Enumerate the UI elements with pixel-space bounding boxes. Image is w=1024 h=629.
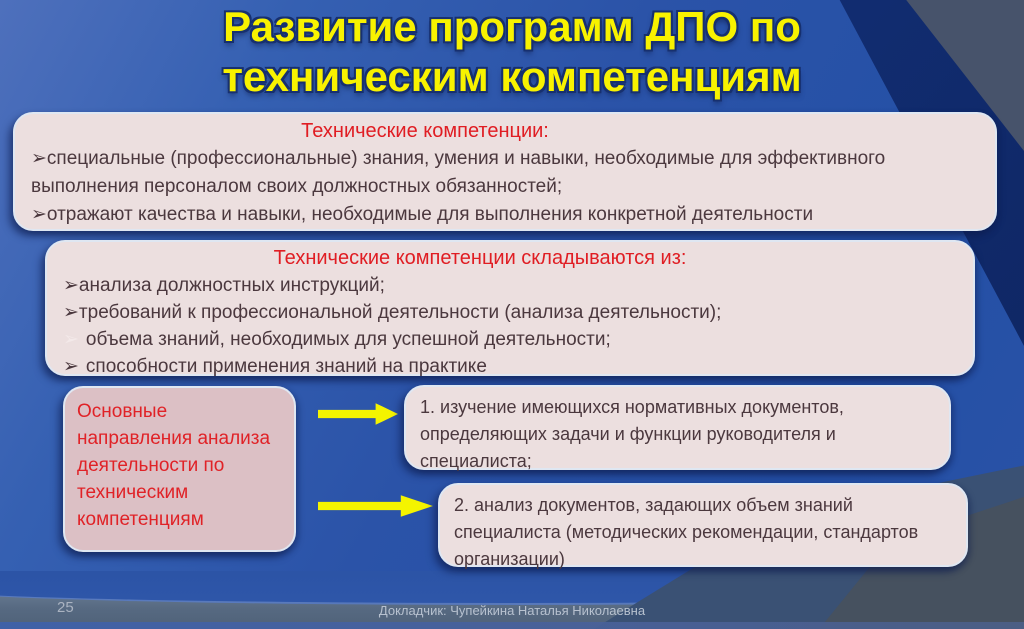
list-item-text: способности применения знаний на практике <box>85 356 487 377</box>
list-item <box>63 272 957 299</box>
bullet-arrow-icon: ➢ <box>63 356 79 377</box>
list-item <box>63 353 957 380</box>
slide-title: Развитие программ ДПО по техническим компетенциям <box>222 3 802 100</box>
panel-competency-composition <box>45 240 975 376</box>
bullet-arrow-icon: ➢ <box>63 302 79 323</box>
list-item-text: отражают качества и навыки, необходимые для выполнения конкретной деятельности <box>46 204 814 225</box>
list-item <box>63 326 957 353</box>
bullet-arrow-icon: ➢ <box>31 204 47 225</box>
panel-competency-composition-header: Технические компетенции складываются из: <box>273 247 687 269</box>
list-item-text: требований к профессиональной деятельности (анализа деятельности); <box>78 302 722 323</box>
list-item <box>31 145 979 201</box>
list-item-text: анализа должностных инструкций; <box>78 275 385 296</box>
arrow-right-icon <box>318 494 433 518</box>
bottom-edge-strip <box>0 622 1024 629</box>
panel-step-1 <box>404 385 951 470</box>
bullet-arrow-icon: ➢ <box>31 148 47 169</box>
panel-step-2 <box>438 483 968 567</box>
list-item-text: специальные (профессиональные) знания, умения и навыки, необходимые для эффективного выполнения персоналом своих должностных обязанностей; <box>31 148 886 197</box>
bullet-arrow-icon: ➢ <box>63 275 79 296</box>
page-number: 25 <box>57 599 74 616</box>
panel-analysis-directions <box>63 386 296 552</box>
panel-step-2-text: 2. анализ документов, задающих объем знаний специалиста (методических рекомендации, стандартов организации) <box>454 495 919 569</box>
panel-step-1-text: 1. изучение имеющихся нормативных документов, определяющих задачи и функции руководителя и специалиста; <box>420 397 844 471</box>
presenter-caption: Докладчик: Чупейкина Наталья Николаевна <box>378 603 646 618</box>
list-item-text: объема знаний, необходимых для успешной деятельности; <box>85 329 611 350</box>
panel-technical-competencies-header: Технические компетенции: <box>301 120 549 142</box>
panel-analysis-directions-text: Основные направления анализа деятельности по техническим компетенциям <box>77 401 271 530</box>
panel-technical-competencies <box>13 112 997 231</box>
bullet-arrow-icon: ➢ <box>63 329 79 350</box>
list-item <box>31 201 979 229</box>
list-item <box>63 299 957 326</box>
arrow-right-icon <box>318 402 398 426</box>
